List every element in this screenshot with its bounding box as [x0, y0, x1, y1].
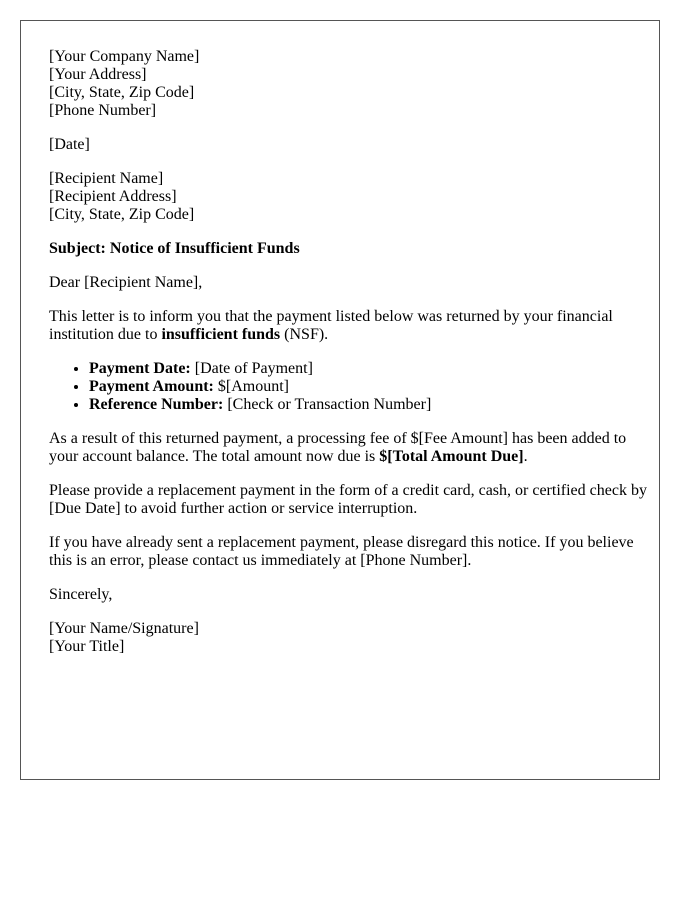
recipient-name: [Recipient Name] [49, 170, 164, 187]
detail-value: $[Amount] [213, 378, 289, 395]
list-item [89, 396, 649, 414]
subject-line: Subject: Notice of Insufficient Funds [49, 240, 300, 257]
total-amount-due: $[Total Amount Due] [379, 448, 524, 465]
sender-phone: [Phone Number] [49, 102, 157, 119]
intro-paragraph [49, 308, 649, 344]
disregard-paragraph: If you have already sent a replacement payment, please disregard this notice. If you believe this is an error, please contact us immediately at [Phone Number]. [49, 534, 634, 569]
replacement-paragraph: Please provide a replacement payment in the form of a credit card, cash, or certified check by [Due Date] to avoid further action or service interruption. [49, 482, 647, 517]
signature-title: [Your Title] [49, 638, 125, 655]
intro-emphasis: insufficient funds [161, 326, 281, 343]
detail-label: Payment Amount: [89, 378, 214, 395]
sender-city-state-zip: [City, State, Zip Code] [49, 84, 195, 101]
recipient-city-state-zip: [City, State, Zip Code] [49, 206, 195, 223]
letter-date: [Date] [49, 136, 90, 153]
letter-body [49, 48, 649, 672]
date-block [49, 136, 649, 154]
detail-value: [Check or Transaction Number] [223, 396, 432, 413]
payment-details-list [49, 360, 649, 414]
signature-block [49, 620, 649, 656]
intro-text-end: (NSF). [280, 326, 329, 343]
intro-text: This letter is to inform you that the payment listed below was returned by your financial institution due to [49, 308, 613, 343]
detail-label: Reference Number: [89, 396, 224, 413]
sender-block [49, 48, 649, 120]
recipient-block [49, 170, 649, 224]
signature-name: [Your Name/Signature] [49, 620, 199, 637]
fee-text-end: . [523, 448, 528, 465]
list-item [89, 360, 649, 378]
fee-text: As a result of this returned payment, a processing fee of $[Fee Amount] has been added to your account balance. The total amount now due is [49, 430, 627, 465]
recipient-address: [Recipient Address] [49, 188, 177, 205]
detail-label: Payment Date: [89, 360, 191, 377]
closing: Sincerely, [49, 586, 113, 603]
greeting: Dear [Recipient Name], [49, 274, 203, 291]
sender-address: [Your Address] [49, 66, 147, 83]
detail-value: [Date of Payment] [190, 360, 313, 377]
sender-company: [Your Company Name] [49, 48, 200, 65]
list-item [89, 378, 649, 396]
fee-paragraph [49, 430, 649, 466]
